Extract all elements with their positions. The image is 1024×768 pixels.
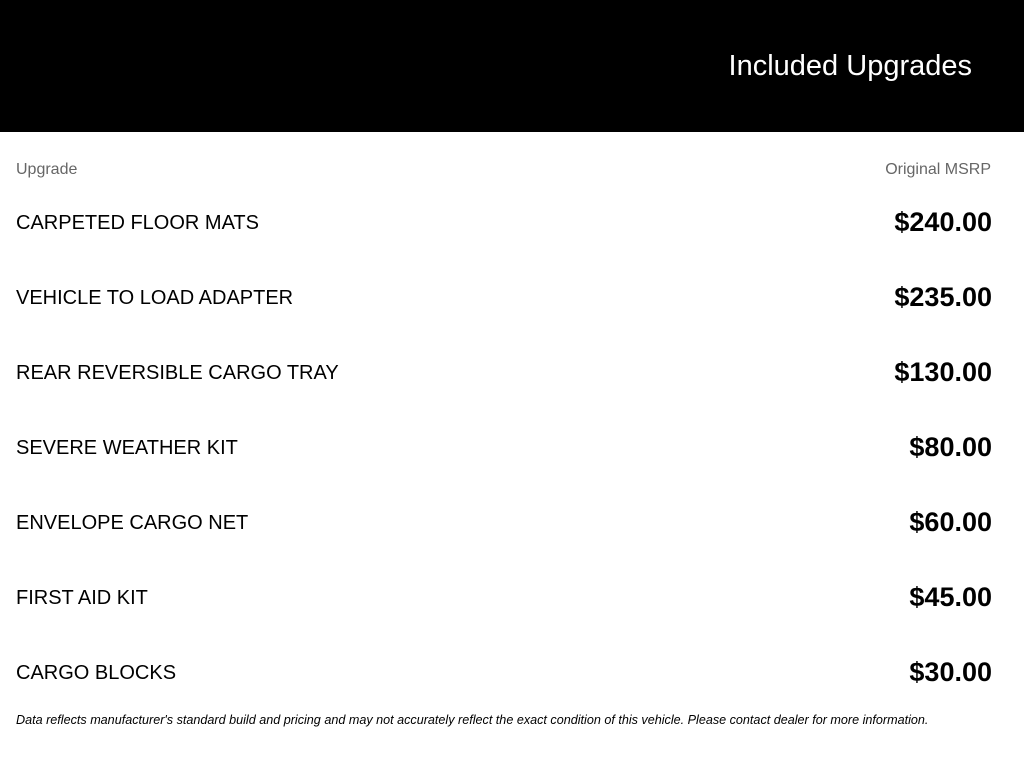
- disclaimer-text: Data reflects manufacturer's standard build and pricing and may not accurately reflect the exact condition of this vehicle. Please contact dealer for more information.: [16, 713, 929, 727]
- list-item: [0, 335, 1024, 410]
- upgrade-price: $30.00: [909, 657, 992, 687]
- list-item: [0, 410, 1024, 485]
- upgrade-name: ENVELOPE CARGO NET: [16, 512, 249, 534]
- list-item: [0, 560, 1024, 635]
- upgrade-price: $45.00: [909, 582, 992, 612]
- page-header: [0, 0, 1024, 132]
- column-header-upgrade: Upgrade: [16, 161, 78, 178]
- list-item: [0, 260, 1024, 335]
- list-item: [0, 635, 1024, 710]
- upgrade-name: REAR REVERSIBLE CARGO TRAY: [16, 362, 339, 384]
- upgrades-list: [0, 185, 1024, 710]
- column-header-msrp: Original MSRP: [885, 161, 991, 178]
- upgrade-price: $240.00: [894, 207, 992, 237]
- upgrade-name: VEHICLE TO LOAD ADAPTER: [16, 287, 294, 309]
- upgrade-name: SEVERE WEATHER KIT: [16, 437, 238, 459]
- upgrade-price: $60.00: [909, 507, 992, 537]
- page-title: Included Upgrades: [728, 50, 972, 82]
- upgrade-price: $130.00: [894, 357, 992, 387]
- upgrade-name: FIRST AID KIT: [16, 587, 148, 609]
- upgrade-name: CARPETED FLOOR MATS: [16, 212, 259, 234]
- upgrade-price: $235.00: [894, 282, 992, 312]
- list-item: [0, 485, 1024, 560]
- list-item: [0, 185, 1024, 260]
- upgrade-price: $80.00: [909, 432, 992, 462]
- upgrade-name: CARGO BLOCKS: [16, 662, 177, 684]
